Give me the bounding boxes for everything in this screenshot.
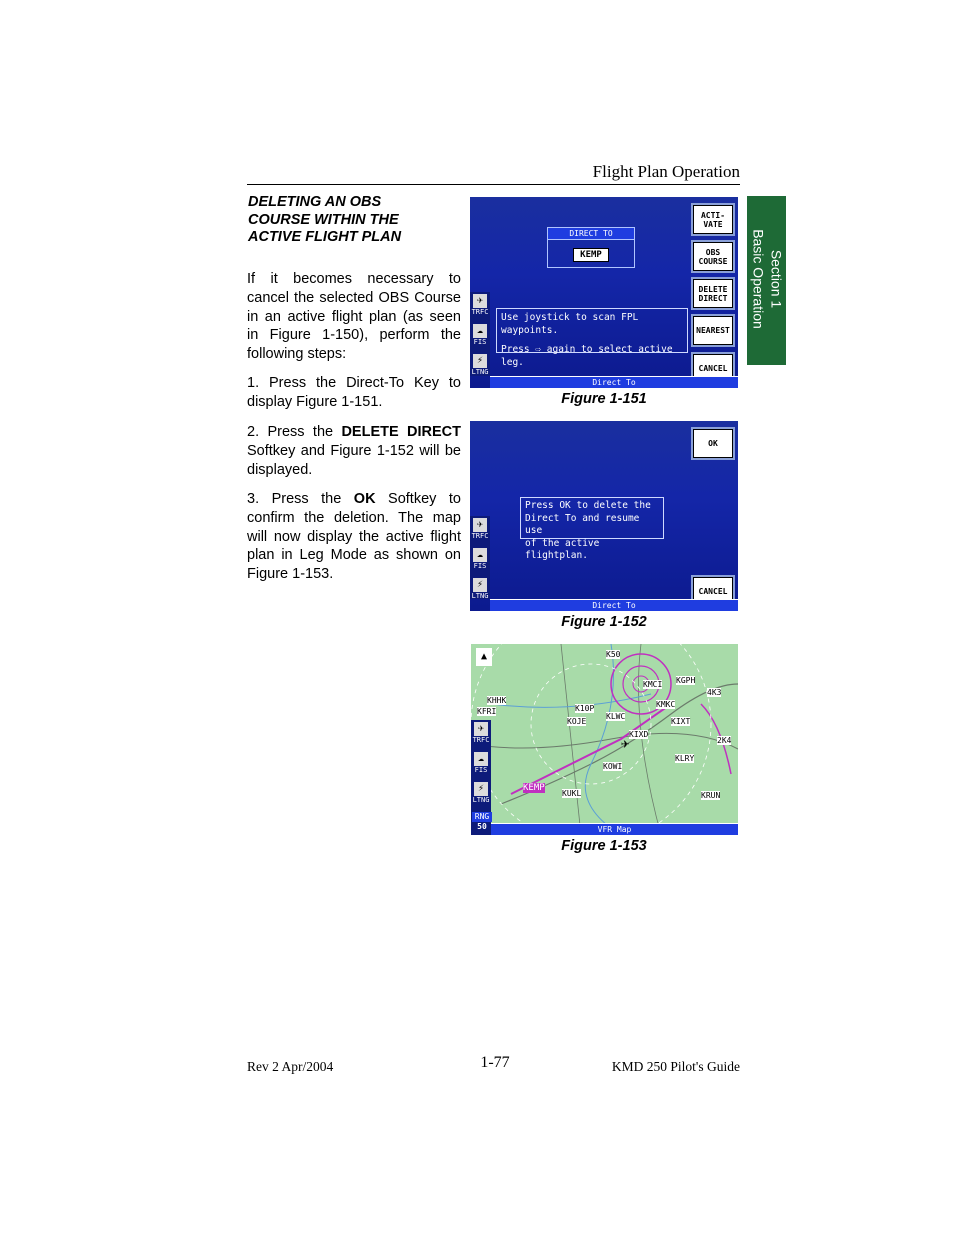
lightning-label: LTNG [472,796,490,804]
waypoint-label: KOWI [603,762,623,771]
traffic-icon: ✈ [473,294,487,308]
step-3-text-end: Softkey to confirm the deletion. The map will now display the active flight plan in Leg Mode as shown on Figure 1-153. [247,491,461,583]
fis-label: FIS [473,338,487,346]
aircraft-icon: ✈ [621,736,630,752]
section-heading [248,194,463,247]
waypoint-label: KMCI [643,680,663,689]
waypoint-label: KLRY [675,754,695,763]
cancel-softkey[interactable]: CANCEL [691,352,735,385]
fis-button[interactable] [471,548,489,578]
left-function-bar [470,516,490,599]
fig152-message-line: Press OK to delete the [525,500,651,511]
traffic-button[interactable] [471,518,489,548]
footer-guide-title: KMD 250 Pilot's Guide [611,1059,740,1074]
fis-label: FIS [473,562,487,570]
waypoint-label: KHHK [487,696,507,705]
step-2-text: 2. Press the [247,424,342,440]
side-tab-topic: Basic Operation [750,228,766,329]
delete-direct-softkey[interactable]: DELETE DIRECT [691,277,735,310]
lightning-label: LTNG [471,592,489,600]
fig153-mode-bar: VFR Map [491,823,738,835]
lightning-button[interactable] [471,578,489,608]
section-heading-line: COURSE WITHIN THE [248,211,399,228]
waypoint-label: KMKC [656,700,676,709]
weather-icon: ☁ [474,752,488,766]
waypoint-label: K50 [606,650,621,659]
lightning-label: LTNG [471,368,489,376]
fis-button[interactable] [472,752,490,782]
step-2-text-end: Softkey and Figure 1-152 will be displayed. [247,442,461,478]
range-indicator[interactable] [472,812,492,832]
traffic-button[interactable] [471,294,489,324]
section-side-tab [747,196,786,365]
fig151-message-line2: Press ⇨ again to select active leg. [501,344,673,368]
section-heading-line: DELETING AN OBS [248,194,382,210]
traffic-button[interactable] [472,722,490,752]
section-heading-line: ACTIVE FLIGHT PLAN [248,229,402,245]
traffic-label: TRFC [471,532,489,540]
traffic-label: TRFC [472,736,490,744]
fis-button[interactable] [471,324,489,354]
left-function-bar [471,720,491,835]
range-value: 50 [477,822,487,831]
fig151-mode-bar: Direct To [490,376,738,388]
activate-softkey[interactable]: ACTI- VATE [691,203,735,236]
waypoint-label: KIXD [629,730,649,739]
page-header-title: Flight Plan Operation [592,162,740,181]
nearest-softkey[interactable]: NEAREST [691,314,735,347]
lightning-button[interactable] [471,354,489,384]
north-up-icon[interactable]: ▲ [476,648,492,666]
direct-to-waypoint: KEMP [573,248,609,262]
fig151-message-line1: Use joystick to scan FPL waypoints. [501,312,639,336]
fig152-message-line: of the active flightplan. [525,537,600,561]
fig152-mode-bar: Direct To [490,599,738,611]
page-number: 1-77 [480,1054,510,1071]
side-tab-section: Section 1 [768,249,784,308]
lightning-button[interactable] [472,782,490,812]
waypoint-label: KLWC [606,712,626,721]
waypoint-label: KFRI [477,707,497,716]
lightning-icon: ⚡ [473,354,487,368]
lightning-icon: ⚡ [474,782,488,796]
lightning-icon: ⚡ [473,578,487,592]
fis-label: FIS [474,766,488,774]
header-rule [247,184,740,185]
obs-course-softkey[interactable]: OBS COURSE [691,240,735,273]
weather-icon: ☁ [473,324,487,338]
ok-softkey[interactable]: OK [691,427,735,460]
waypoint-label: KRUN [701,791,721,800]
traffic-icon: ✈ [474,722,488,736]
fig152-message [520,497,664,561]
step-3-text: 3. Press the [247,491,354,507]
step-1: 1. Press the Direct-To Key to display Figure 1-151. [247,375,461,410]
waypoint-label: KIXT [671,717,691,726]
figure-151-caption: Figure 1-151 [561,391,647,407]
step-2 [247,423,461,479]
range-label: RNG [472,812,492,822]
direct-to-title: DIRECT TO [548,228,634,240]
step-2-key: DELETE DIRECT [341,424,462,440]
figure-152-screen [470,421,738,611]
weather-icon: ☁ [473,548,487,562]
waypoint-label: 2K4 [717,736,732,745]
traffic-icon: ✈ [473,518,487,532]
cancel-softkey[interactable]: CANCEL [691,575,735,608]
active-waypoint-label: KEMP [523,783,545,793]
figure-153-map [471,644,738,835]
fig151-message [496,308,688,368]
direct-to-box [547,227,635,268]
intro-paragraph: If it becomes necessary to cancel the selected OBS Course in an active flight plan (as seen in Figure 1-150), perform the following steps: [247,271,461,363]
vfr-map-canvas [471,644,738,835]
waypoint-label: 4K3 [707,688,722,697]
fig152-message-line: Direct To and resume use [525,512,640,536]
left-function-bar [470,292,490,376]
figure-153-caption: Figure 1-153 [561,838,647,854]
waypoint-label: KOJE [567,717,587,726]
step-3-key: OK [353,491,376,507]
figure-152-caption: Figure 1-152 [561,614,647,630]
footer-revision: Rev 2 Apr/2004 [247,1059,334,1074]
figure-151-screen [470,197,738,388]
step-3 [247,490,461,584]
waypoint-label: KUKL [562,789,582,798]
waypoint-label: KGPH [676,676,696,685]
waypoint-label: K10P [575,704,595,713]
traffic-label: TRFC [471,308,489,316]
